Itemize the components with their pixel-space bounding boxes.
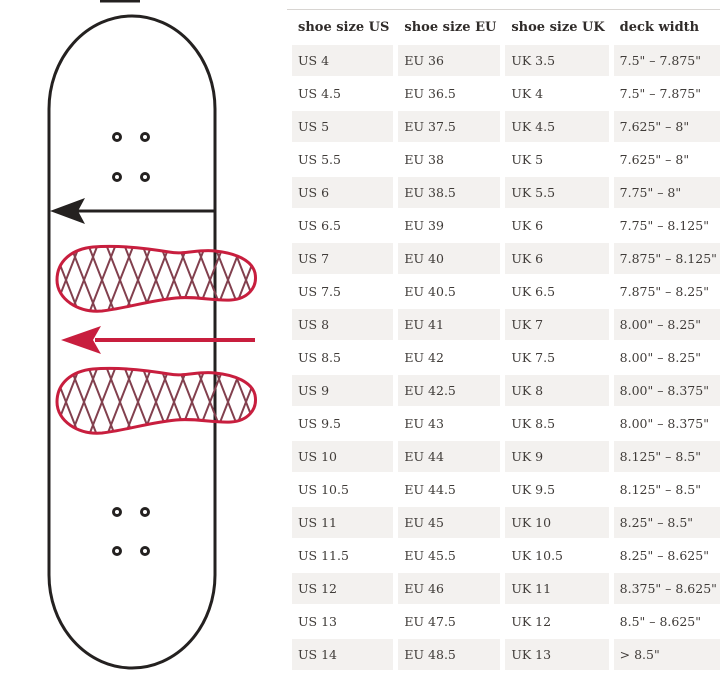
table-cell-shoe-size-uk: UK 7 xyxy=(505,309,608,340)
header-row xyxy=(292,12,720,43)
table-cell-deck-width: 7.75" – 8.125" xyxy=(619,218,709,233)
table-cell-shoe-size-us: US 7.5 xyxy=(298,284,341,299)
table-cell-shoe-size-us: US 9.5 xyxy=(298,416,341,431)
table-cell-shoe-size-uk: UK 10 xyxy=(505,507,608,538)
table-cell-shoe-size-uk: UK 6 xyxy=(505,243,608,274)
table-cell-deck-width: 7.875" – 8.125" xyxy=(614,243,720,274)
table-cell-shoe-size-uk: UK 4.5 xyxy=(505,111,608,142)
table-row xyxy=(292,606,720,637)
table-row xyxy=(292,210,720,241)
foot-outline-back xyxy=(57,368,255,433)
table-row xyxy=(292,45,720,76)
table-cell-shoe-size-eu: EU 40 xyxy=(398,243,500,274)
cropped-edge-artifact xyxy=(100,0,140,3)
truck-hole xyxy=(142,548,149,555)
table-cell-shoe-size-eu: EU 36.5 xyxy=(404,86,456,101)
truck-hole xyxy=(114,509,121,516)
table-cell-shoe-size-eu: EU 46 xyxy=(398,573,500,604)
table-cell-shoe-size-uk: UK 5.5 xyxy=(505,177,608,208)
table-cell-shoe-size-us: US 6.5 xyxy=(298,218,341,233)
table-cell-shoe-size-us: US 11 xyxy=(292,507,393,538)
table-row xyxy=(292,573,720,604)
table-cell-deck-width: 8.00" – 8.375" xyxy=(619,416,709,431)
table-row xyxy=(292,111,720,142)
table-cell-shoe-size-us: US 12 xyxy=(292,573,393,604)
table-row xyxy=(292,375,720,406)
table-cell-shoe-size-uk: UK 8.5 xyxy=(511,416,556,431)
table-cell-shoe-size-us: US 5 xyxy=(292,111,393,142)
table-cell-shoe-size-us: US 8.5 xyxy=(298,350,341,365)
truck-hole xyxy=(142,134,149,141)
table-cell-shoe-size-eu: EU 43 xyxy=(404,416,444,431)
table-cell-shoe-size-uk: UK 4 xyxy=(511,86,544,101)
table-cell-deck-width: 8.375" – 8.625" xyxy=(614,573,720,604)
table-cell-shoe-size-uk: UK 6.5 xyxy=(511,284,556,299)
table-cell-shoe-size-eu: EU 41 xyxy=(398,309,500,340)
size-table-container xyxy=(287,9,720,672)
table-cell-shoe-size-uk: UK 13 xyxy=(505,639,608,670)
table-row xyxy=(292,144,720,175)
table-row xyxy=(292,78,720,109)
table-cell-deck-width: 8.00" – 8.375" xyxy=(614,375,720,406)
table-cell-shoe-size-uk: UK 8 xyxy=(505,375,608,406)
table-cell-shoe-size-uk: UK 5 xyxy=(511,152,544,167)
table-cell-shoe-size-us: US 9 xyxy=(292,375,393,406)
table-cell-shoe-size-eu: EU 47.5 xyxy=(404,614,456,629)
skateboard-deck-illustration xyxy=(0,0,287,687)
table-cell-deck-width: 7.75" – 8" xyxy=(614,177,720,208)
table-cell-deck-width: 8.5" – 8.625" xyxy=(619,614,702,629)
table-cell-shoe-size-us: US 10 xyxy=(292,441,393,472)
table-cell-shoe-size-eu: EU 45.5 xyxy=(404,548,456,563)
table-cell-shoe-size-us: US 4 xyxy=(292,45,393,76)
size-table xyxy=(287,9,720,672)
column-header-shoe-size-us: shoe size US xyxy=(298,20,390,35)
table-cell-shoe-size-eu: EU 36 xyxy=(398,45,500,76)
table-cell-shoe-size-eu: EU 37.5 xyxy=(398,111,500,142)
table-cell-deck-width: 8.125" – 8.5" xyxy=(619,482,702,497)
table-cell-shoe-size-us: US 7 xyxy=(292,243,393,274)
table-row xyxy=(292,639,720,670)
truck-hole xyxy=(114,134,121,141)
table-cell-shoe-size-eu: EU 38.5 xyxy=(398,177,500,208)
table-cell-shoe-size-uk: UK 9 xyxy=(505,441,608,472)
table-cell-shoe-size-us: US 13 xyxy=(298,614,337,629)
table-row xyxy=(292,540,720,571)
column-header-shoe-size-uk: shoe size UK xyxy=(511,20,605,35)
table-row xyxy=(292,474,720,505)
table-row xyxy=(292,243,720,274)
column-header-shoe-size-eu: shoe size EU xyxy=(404,20,497,35)
table-cell-shoe-size-uk: UK 9.5 xyxy=(511,482,556,497)
table-cell-shoe-size-eu: EU 44.5 xyxy=(404,482,456,497)
table-cell-shoe-size-eu: EU 44 xyxy=(398,441,500,472)
table-row xyxy=(292,309,720,340)
table-cell-deck-width: > 8.5" xyxy=(614,639,720,670)
table-cell-shoe-size-uk: UK 3.5 xyxy=(505,45,608,76)
size-table-body xyxy=(292,45,720,670)
truck-hole xyxy=(114,174,121,181)
table-row xyxy=(292,177,720,208)
table-cell-deck-width: 7.625" – 8" xyxy=(619,152,690,167)
table-row xyxy=(292,342,720,373)
truck-hole xyxy=(114,548,121,555)
size-table-header xyxy=(292,12,720,43)
truck-hole xyxy=(142,174,149,181)
column-header-deck-width: deck width xyxy=(619,20,700,35)
table-row xyxy=(292,408,720,439)
table-cell-shoe-size-uk: UK 7.5 xyxy=(511,350,556,365)
table-cell-shoe-size-us: US 11.5 xyxy=(298,548,349,563)
table-cell-deck-width: 7.5" – 7.875" xyxy=(614,45,720,76)
truck-hole xyxy=(142,509,149,516)
table-cell-shoe-size-us: US 6 xyxy=(292,177,393,208)
table-cell-shoe-size-eu: EU 42.5 xyxy=(398,375,500,406)
table-cell-deck-width: 8.25" – 8.5" xyxy=(614,507,720,538)
table-cell-shoe-size-eu: EU 45 xyxy=(398,507,500,538)
table-cell-deck-width: 8.25" – 8.625" xyxy=(619,548,709,563)
table-cell-shoe-size-us: US 4.5 xyxy=(298,86,341,101)
foot-outline-front xyxy=(57,246,255,311)
table-cell-shoe-size-uk: UK 12 xyxy=(511,614,552,629)
table-cell-shoe-size-us: US 8 xyxy=(292,309,393,340)
table-cell-shoe-size-uk: UK 10.5 xyxy=(511,548,564,563)
table-cell-shoe-size-us: US 10.5 xyxy=(298,482,349,497)
table-cell-deck-width: 7.625" – 8" xyxy=(614,111,720,142)
table-cell-shoe-size-us: US 5.5 xyxy=(298,152,341,167)
table-row xyxy=(292,441,720,472)
table-cell-shoe-size-uk: UK 6 xyxy=(511,218,544,233)
table-cell-deck-width: 7.5" – 7.875" xyxy=(619,86,702,101)
table-cell-deck-width: 8.00" – 8.25" xyxy=(619,350,702,365)
table-cell-shoe-size-uk: UK 11 xyxy=(505,573,608,604)
table-cell-shoe-size-eu: EU 40.5 xyxy=(404,284,456,299)
table-cell-shoe-size-eu: EU 48.5 xyxy=(398,639,500,670)
table-cell-shoe-size-us: US 14 xyxy=(292,639,393,670)
table-cell-deck-width: 7.875" – 8.25" xyxy=(619,284,709,299)
table-row xyxy=(292,507,720,538)
table-cell-deck-width: 8.125" – 8.5" xyxy=(614,441,720,472)
table-row xyxy=(292,276,720,307)
table-cell-shoe-size-eu: EU 38 xyxy=(404,152,444,167)
table-cell-deck-width: 8.00" – 8.25" xyxy=(614,309,720,340)
table-cell-shoe-size-eu: EU 42 xyxy=(404,350,444,365)
table-cell-shoe-size-eu: EU 39 xyxy=(404,218,444,233)
